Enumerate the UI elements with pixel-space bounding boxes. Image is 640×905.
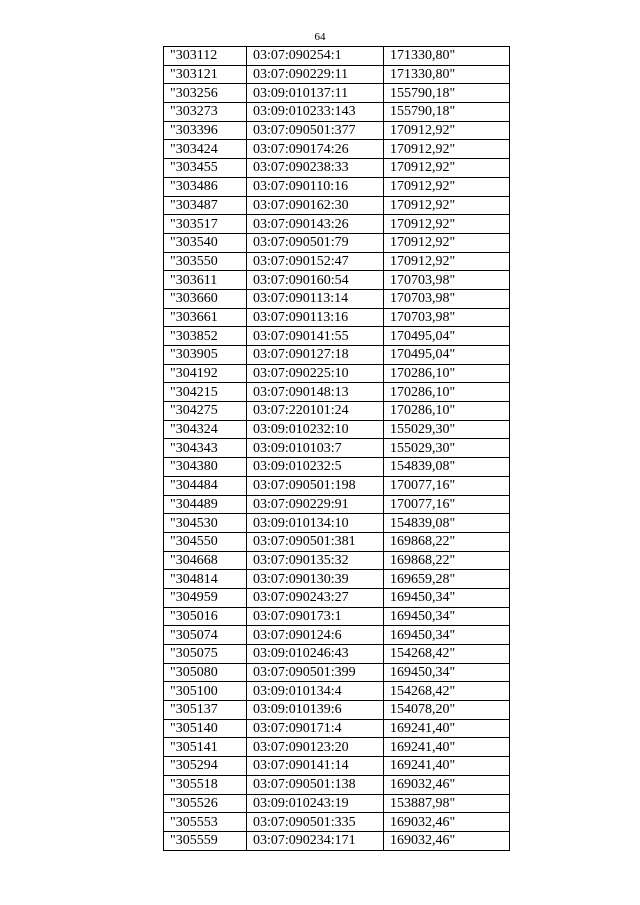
table-row [164,140,510,159]
cadastral-number-cell: 03:07:090135:32 [247,551,384,570]
record-number-cell: "305137 [164,701,247,720]
value-cell: 170077,16" [384,476,510,495]
value-cell: 169241,40" [384,719,510,738]
table-row [164,346,510,365]
table-row [164,570,510,589]
record-number-cell: "303611 [164,271,247,290]
table-row [164,84,510,103]
value-cell: 170703,98" [384,289,510,308]
record-number-cell: "303486 [164,177,247,196]
record-number-cell: "304814 [164,570,247,589]
record-number-cell: "303661 [164,308,247,327]
table-row [164,289,510,308]
table-row [164,65,510,84]
record-number-cell: "303424 [164,140,247,159]
cadastral-number-cell: 03:07:090113:14 [247,289,384,308]
table-row [164,121,510,140]
value-cell: 169241,40" [384,757,510,776]
value-cell: 170912,92" [384,177,510,196]
value-cell: 154839,08" [384,458,510,477]
table-row [164,47,510,66]
record-number-cell: "304550 [164,532,247,551]
record-number-cell: "303455 [164,159,247,178]
table-row [164,159,510,178]
cadastral-number-cell: 03:07:090501:381 [247,532,384,551]
value-cell: 170495,04" [384,327,510,346]
record-number-cell: "303273 [164,103,247,122]
cadastral-number-cell: 03:07:090160:54 [247,271,384,290]
value-cell: 169450,34" [384,626,510,645]
record-number-cell: "305559 [164,831,247,850]
cadastral-number-cell: 03:07:090229:91 [247,495,384,514]
record-number-cell: "304343 [164,439,247,458]
cadastral-number-cell: 03:07:090148:13 [247,383,384,402]
value-cell: 169868,22" [384,532,510,551]
table-row [164,738,510,757]
cadastral-number-cell: 03:07:090130:39 [247,570,384,589]
record-number-cell: "304380 [164,458,247,477]
table-row [164,233,510,252]
cadastral-number-cell: 03:07:090110:16 [247,177,384,196]
cadastral-number-cell: 03:09:010243:19 [247,794,384,813]
cadastral-number-cell: 03:07:090501:377 [247,121,384,140]
value-cell: 155790,18" [384,103,510,122]
cadastral-number-cell: 03:07:090173:1 [247,607,384,626]
table-row [164,813,510,832]
cadastral-number-cell: 03:07:090123:20 [247,738,384,757]
record-number-cell: "303396 [164,121,247,140]
record-number-cell: "303517 [164,215,247,234]
table-row [164,663,510,682]
cadastral-number-cell: 03:07:090501:79 [247,233,384,252]
table-row [164,476,510,495]
record-number-cell: "303487 [164,196,247,215]
cadastral-number-cell: 03:07:090141:14 [247,757,384,776]
data-table [163,46,510,851]
cadastral-number-cell: 03:09:010233:143 [247,103,384,122]
cadastral-number-cell: 03:09:010139:6 [247,701,384,720]
value-cell: 169241,40" [384,738,510,757]
record-number-cell: "304215 [164,383,247,402]
table-row [164,103,510,122]
cadastral-number-cell: 03:07:090229:11 [247,65,384,84]
record-number-cell: "303121 [164,65,247,84]
value-cell: 169450,34" [384,588,510,607]
value-cell: 169032,46" [384,775,510,794]
cadastral-number-cell: 03:07:090243:27 [247,588,384,607]
table-row [164,626,510,645]
table-row [164,682,510,701]
cadastral-number-cell: 03:07:090113:16 [247,308,384,327]
value-cell: 169032,46" [384,831,510,850]
record-number-cell: "303256 [164,84,247,103]
table-row [164,757,510,776]
value-cell: 154078,20" [384,701,510,720]
record-number-cell: "305518 [164,775,247,794]
value-cell: 169032,46" [384,813,510,832]
record-number-cell: "305140 [164,719,247,738]
table-body [164,47,510,851]
record-number-cell: "304668 [164,551,247,570]
table-row [164,551,510,570]
record-number-cell: "303660 [164,289,247,308]
cadastral-number-cell: 03:07:090501:335 [247,813,384,832]
record-number-cell: "305553 [164,813,247,832]
table-row [164,794,510,813]
cadastral-number-cell: 03:09:010134:10 [247,514,384,533]
cadastral-number-cell: 03:09:010137:11 [247,84,384,103]
value-cell: 154268,42" [384,645,510,664]
table-row [164,327,510,346]
table-row [164,458,510,477]
value-cell: 154268,42" [384,682,510,701]
cadastral-number-cell: 03:07:090225:10 [247,364,384,383]
record-number-cell: "304192 [164,364,247,383]
table-row [164,196,510,215]
record-number-cell: "304489 [164,495,247,514]
cadastral-number-cell: 03:07:090162:30 [247,196,384,215]
cadastral-number-cell: 03:09:010232:10 [247,420,384,439]
table-row [164,495,510,514]
table-row [164,719,510,738]
record-number-cell: "303905 [164,346,247,365]
value-cell: 170912,92" [384,140,510,159]
cadastral-number-cell: 03:07:090141:55 [247,327,384,346]
record-number-cell: "303112 [164,47,247,66]
cadastral-number-cell: 03:07:090124:6 [247,626,384,645]
cadastral-number-cell: 03:07:220101:24 [247,402,384,421]
record-number-cell: "304959 [164,588,247,607]
record-number-cell: "303852 [164,327,247,346]
cadastral-number-cell: 03:07:090143:26 [247,215,384,234]
value-cell: 170286,10" [384,364,510,383]
record-number-cell: "303550 [164,252,247,271]
table-row [164,215,510,234]
value-cell: 154839,08" [384,514,510,533]
cadastral-number-cell: 03:07:090501:198 [247,476,384,495]
table-row [164,588,510,607]
value-cell: 170495,04" [384,346,510,365]
table-row [164,383,510,402]
record-number-cell: "305294 [164,757,247,776]
value-cell: 155790,18" [384,84,510,103]
table-row [164,607,510,626]
value-cell: 169868,22" [384,551,510,570]
record-number-cell: "305075 [164,645,247,664]
cadastral-number-cell: 03:07:090127:18 [247,346,384,365]
cadastral-number-cell: 03:09:010232:5 [247,458,384,477]
table-row [164,364,510,383]
value-cell: 170912,92" [384,121,510,140]
table-row [164,271,510,290]
table-row [164,532,510,551]
table-row [164,645,510,664]
table-row [164,831,510,850]
cadastral-number-cell: 03:09:010103:7 [247,439,384,458]
table-row [164,701,510,720]
value-cell: 170703,98" [384,308,510,327]
record-number-cell: "304275 [164,402,247,421]
value-cell: 155029,30" [384,420,510,439]
cadastral-number-cell: 03:07:090238:33 [247,159,384,178]
cadastral-number-cell: 03:09:010134:4 [247,682,384,701]
value-cell: 170912,92" [384,252,510,271]
cadastral-number-cell: 03:09:010246:43 [247,645,384,664]
value-cell: 170286,10" [384,383,510,402]
value-cell: 171330,80" [384,47,510,66]
value-cell: 170912,92" [384,215,510,234]
value-cell: 169659,28" [384,570,510,589]
page-number: 64 [314,31,326,43]
value-cell: 170912,92" [384,159,510,178]
table-row [164,402,510,421]
record-number-cell: "305100 [164,682,247,701]
value-cell: 153887,98" [384,794,510,813]
record-number-cell: "304324 [164,420,247,439]
record-number-cell: "304530 [164,514,247,533]
cadastral-number-cell: 03:07:090174:26 [247,140,384,159]
record-number-cell: "305074 [164,626,247,645]
value-cell: 171330,80" [384,65,510,84]
table-row [164,252,510,271]
table-row [164,177,510,196]
record-number-cell: "303540 [164,233,247,252]
record-number-cell: "305016 [164,607,247,626]
value-cell: 170703,98" [384,271,510,290]
value-cell: 155029,30" [384,439,510,458]
value-cell: 170077,16" [384,495,510,514]
cadastral-number-cell: 03:07:090171:4 [247,719,384,738]
value-cell: 170912,92" [384,196,510,215]
value-cell: 170286,10" [384,402,510,421]
cadastral-number-cell: 03:07:090254:1 [247,47,384,66]
table-row [164,420,510,439]
table-row [164,308,510,327]
cadastral-number-cell: 03:07:090501:399 [247,663,384,682]
cadastral-number-cell: 03:07:090234:171 [247,831,384,850]
record-number-cell: "304484 [164,476,247,495]
cadastral-number-cell: 03:07:090152:47 [247,252,384,271]
record-number-cell: "305526 [164,794,247,813]
table-row [164,514,510,533]
value-cell: 169450,34" [384,663,510,682]
record-number-cell: "305080 [164,663,247,682]
table-row [164,439,510,458]
cadastral-number-cell: 03:07:090501:138 [247,775,384,794]
value-cell: 169450,34" [384,607,510,626]
table-row [164,775,510,794]
record-number-cell: "305141 [164,738,247,757]
value-cell: 170912,92" [384,233,510,252]
